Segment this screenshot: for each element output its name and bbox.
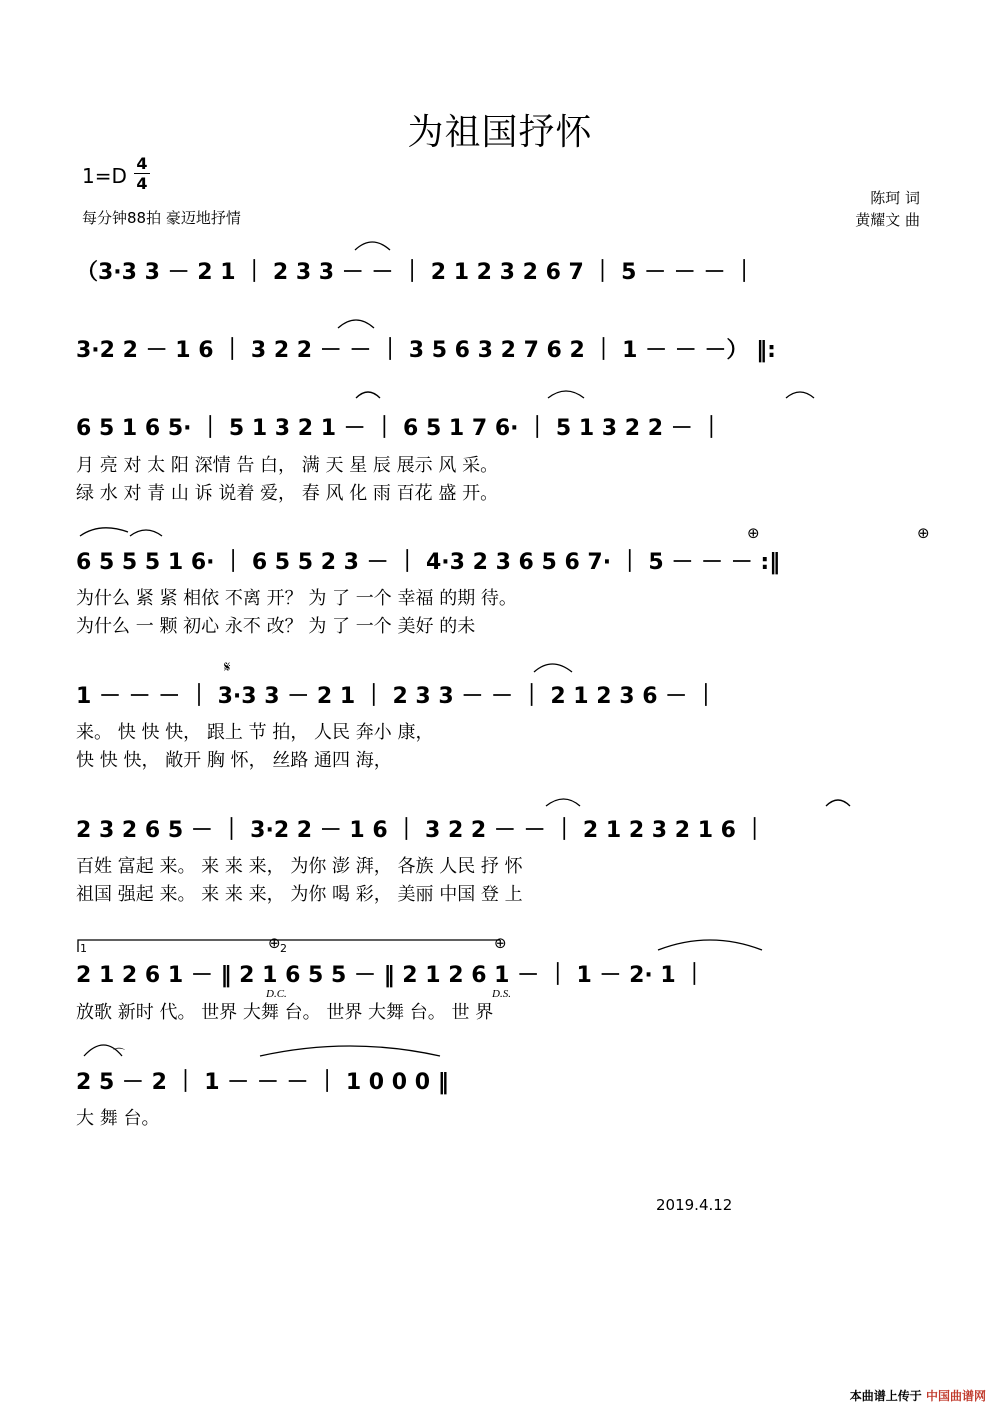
volta-bracket	[78, 940, 500, 952]
lyrics-row-4-verse-1: 为什么 紧 紧 相依 不离 开？ 为 了 一个 幸福 的期 待。	[76, 588, 517, 609]
notation-row-4: 6 5 5 5 1 6· ｜ 6 5 5 2 3 － ｜ 4·3 2 3 6 5 6 7· ｜ 5 － － － :‖	[76, 550, 781, 575]
slur-mark	[80, 528, 128, 536]
ds-marking: D.S.	[492, 988, 511, 1000]
notation-row-3: 6 5 1 6 5· ｜ 5 1 3 2 1 － ｜ 6 5 1 7 6· ｜ 5 1 3 2 2 － ｜	[76, 416, 723, 441]
coda-icon: ⊕	[747, 524, 760, 542]
coda-icon: ⊕	[494, 934, 507, 952]
lyrics-row-6-verse-2: 祖国 强起 来。 来 来 来， 为你 喝 彩， 美丽 中国 登 上	[76, 884, 523, 905]
slur-mark	[355, 242, 390, 250]
lyricist-credit: 陈珂 词	[870, 189, 920, 207]
coda-icon: ⊕	[917, 524, 930, 542]
lyrics-row-3-verse-1: 月 亮 对 太 阳 深情 告 白， 满 天 星 辰 展示 风 采。	[76, 455, 499, 476]
composer-credit: 黄耀文 曲	[855, 211, 920, 229]
time-signature	[134, 155, 150, 192]
slur-mark	[786, 392, 814, 398]
notation-row-1: （3·3 3 － 2 1 ｜ 2 3 3 － － ｜ 2 1 2 3 2 6 7 ｜ 5 － － － ｜	[76, 260, 756, 285]
dc-marking: D.C.	[266, 988, 287, 1000]
slur-mark	[546, 799, 580, 806]
site-logo: 中国曲谱网	[925, 1389, 986, 1403]
segno-icon: 𝄋	[224, 658, 231, 676]
volta-1-label: 1	[80, 942, 87, 955]
notation-row-7: 2 1 2 6 1 － ‖ 2 1 6 5 5 － ‖ 2 1 2 6 1 － ｜ 1 － 2· 1 ｜	[76, 963, 706, 988]
coda-icon: ⊕	[268, 934, 281, 952]
notation-row-6: 2 3 2 6 5 － ｜ 3·2 2 － 1 6 ｜ 3 2 2 － － ｜ 2 1 2 3 2 1 6 ｜	[76, 818, 766, 843]
slur-mark	[260, 1046, 440, 1056]
fermata-icon: ⌒	[113, 1047, 126, 1061]
upload-footer	[850, 1387, 986, 1404]
lyrics-row-3-verse-2: 绿 水 对 青 山 诉 说着 爱， 春 风 化 雨 百花 盛 开。	[76, 483, 499, 504]
key-signature: 1=D	[82, 164, 127, 188]
tempo-marking: 每分钟88拍 豪迈地抒情	[82, 209, 241, 227]
slur-mark	[84, 1045, 122, 1056]
lyrics-row-5-verse-2: 快 快 快， 敞开 胸 怀， 丝路 通四 海，	[76, 750, 392, 771]
lyrics-row-6-verse-1: 百姓 富起 来。 来 来 来， 为你 澎 湃， 各族 人民 抒 怀	[76, 856, 523, 877]
lyrics-row-5-verse-1: 来。 快 快 快， 跟上 节 拍， 人民 奔小 康，	[76, 722, 434, 743]
time-signature-top: 4	[136, 154, 148, 173]
lyrics-row-4-verse-2: 为什么 一 颗 初心 永不 改？ 为 了 一个 美好 的未	[76, 616, 476, 637]
slur-mark	[658, 940, 762, 950]
slur-mark	[356, 392, 380, 398]
song-title: 为祖国抒怀	[407, 112, 593, 153]
lyrics-row-8: 大 舞 台。	[76, 1108, 160, 1129]
lyrics-row-7: 放歌 新时 代。 世界 大舞 台。 世界 大舞 台。 世 界	[76, 1002, 494, 1023]
time-signature-bottom: 4	[136, 174, 148, 193]
notation-row-5: 1 － － － ｜ 3·3 3 － 2 1 ｜ 2 3 3 － － ｜ 2 1 2 3 6 － ｜	[76, 684, 717, 709]
notation-row-2: 3·2 2 － 1 6 ｜ 3 2 2 － － ｜ 3 5 6 3 2 7 6 2 ｜ 1 － － －） ‖:	[76, 338, 776, 363]
date-stamp: 2019.4.12	[656, 1196, 733, 1214]
slur-mark	[338, 320, 374, 328]
volta-2-label: 2	[280, 942, 287, 955]
slur-mark	[534, 664, 572, 672]
slur-mark	[130, 530, 162, 536]
notation-row-8: 2 5 － 2 ｜ 1 － － － ｜ 1 0 0 0 ‖	[76, 1070, 449, 1095]
slur-mark	[548, 391, 584, 398]
slur-mark	[826, 800, 850, 806]
footer-text: 本曲谱上传于	[849, 1389, 922, 1403]
